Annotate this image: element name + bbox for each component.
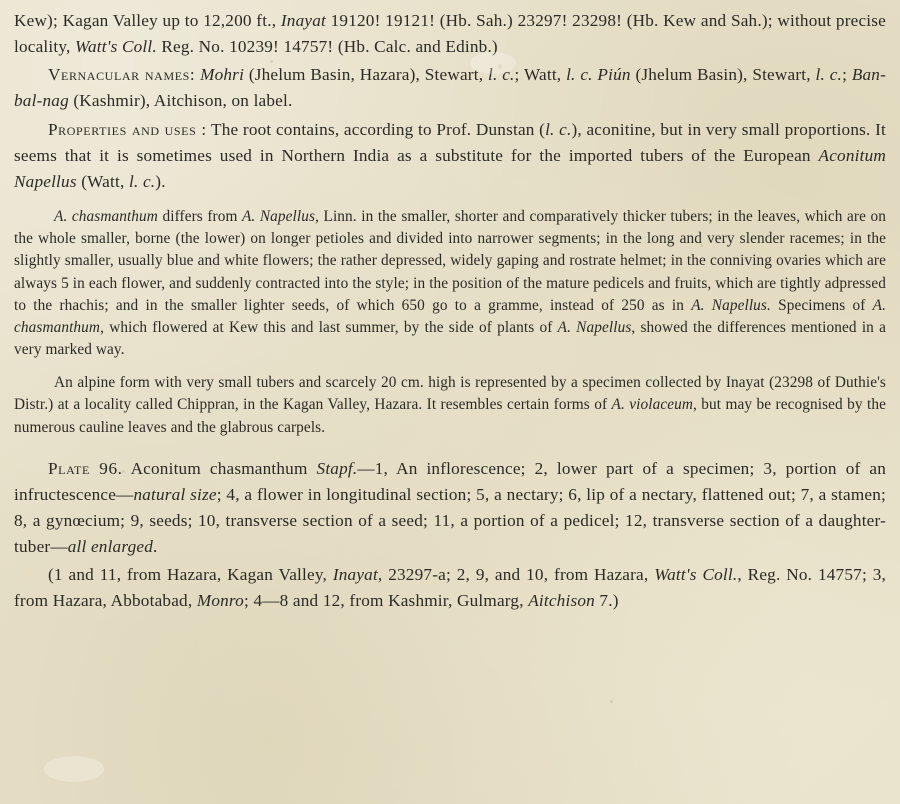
text-run: (1 and 11, from Hazara, Kagan Valley, [48,565,333,585]
text-run: The root contains, according to Prof. Dunstan ( [206,119,546,139]
text-italic-run: Inayat [280,11,326,30]
text-italic-run: A. Napellus. [691,296,771,314]
text-run: , Linn. in the smaller, shorter and comparatively thicker tubers; in the leaves, which are on the whole smaller, borne (the lower) on longer petioles and divided into narrower segments; in the long and very slender racemes; in the slightly smaller, usually blue and white flowers; the rather depressed, widely gaping and rostrate helmet; in the conniving ovaries which are always 5 in each flower, and suddenly contracted into the style; in the position of the mature pedicels and fruits, which are tightly adpressed to the rhachis; and in the smaller lighter seeds, of which 650 go to a gramme, instead of 250 as in [14,207,887,314]
text-italic-run: Aconitum Napellus [14,145,886,191]
text-italic-run: Stapf. [316,458,358,478]
text-italic-run: l. c. [128,171,156,191]
text-run: , 23297-a; 2, 9, and 10, from Hazara, [377,565,655,585]
text-italic-run: Inayat [332,565,378,585]
text-italic-run: A. Napellus [241,207,316,225]
text-run: Specimens of [770,296,873,314]
text-run: Reg. No. 10239! [156,37,279,57]
paragraph-vernacular-names [14,62,886,114]
text-italic-run: A. chasmanthum [54,207,158,225]
text-italic-run: A. Napellus [557,318,632,336]
text-italic-run: Aitchison [528,591,595,611]
text-run: differs from [157,207,242,225]
text-italic-run: l. c. Piún [566,65,631,85]
text-italic-run: natural size [133,484,217,504]
text-italic-run: A. chasmanthum [14,296,886,336]
text-run: , which flowered at Kew this and last summer, by the side of plants of [100,318,558,336]
text-run: ). [155,171,166,191]
text-run: Kew); Kagan Valley up to 12,200 ft., [14,11,281,30]
text-run: ; [842,65,852,85]
paragraph-specimen-credits [14,562,886,614]
text-italic-run: Watt's Coll. [75,37,157,57]
vernacular-names-heading: Vernacular names: [48,65,196,85]
text-run: 14757! (Hb. Calc. and Edinb.) [283,37,498,57]
text-run: An alpine form with very small tubers and scarcely 20 cm. high is represented by a specimen collected by Inayat (23298 of Duthie's Distr.) at a locality called Chippran, in the Kagan Valley, Hazara. It resembles certain forms of [14,374,886,414]
text-italic-run: l. c. [487,65,515,85]
text-run: (Watt, [76,171,129,191]
text-italic-run: Watt's Coll. [654,565,738,585]
text-run: ; 4, a flower in longitudinal section; 5, a nectary; 6, lip of a nectary, flattened out; 7, a stamen; 8, a gynœcium; 9, seeds; 10, transverse section of a seed; 11, a portion of a pedicel; 12, transverse section of a daughter-tuber— [14,484,887,557]
text-run: ; 4—8 and 12, from Kashmir, Gulmarg, [243,591,529,611]
text-run: ; Watt, [514,65,567,85]
properties-and-uses-heading: Properties and uses : [48,119,207,139]
paragraph-differences-note [14,206,886,361]
text-run: 7.) [594,591,619,611]
text-run: 23298! (Hb. Kew and Sah.); without precise locality, [14,11,887,57]
paragraph-alpine-form-note [14,372,886,439]
text-run: (Jhelum Basin, Hazara), Stewart, [244,65,488,85]
paragraph-plate-description [14,456,886,561]
paper-smudge [44,756,104,782]
plate-heading: Plate 96. [48,458,123,478]
text-run: (Jhelum Basin), Stewart, [630,65,816,85]
paragraph-locality-continued [14,8,886,60]
text-run: , but may be recognised by the numerous cauline leaves and the glabrous carpels. [14,396,886,436]
text-run: ), aconitine, but in very small proportions. It seems that it is sometimes used in Northern India as a substitute for the imported tubers of the European [14,119,886,165]
paper-speck [610,700,613,703]
text-run: (Kashmir), Aitchison, on label. [68,91,293,111]
text-run: Aconitum chasmanthum [122,458,317,478]
text-run: , Reg. No. 14757; 3, from Hazara, Abbotabad, [14,565,887,611]
text-run: . [153,537,158,557]
paragraph-properties-and-uses [14,117,886,195]
text-italic-run: Mohri [200,65,245,85]
text-run: , showed the differences mentioned in a very marked way. [14,318,887,359]
text-italic-run: l. c. [545,119,572,139]
text-italic-run: A. violaceum [611,396,693,414]
text-italic-run: all enlarged [67,537,154,557]
text-italic-run: l. c. [815,65,843,85]
text-italic-run: Monro [196,591,244,611]
text-italic-run: Ban-bal-nag [14,65,887,111]
text-run: 19120! 19121! (Hb. Sah.) 23297! [325,11,568,30]
text-run: —1, An inflorescence; 2, lower part of a specimen; 3, portion of an infructescence— [14,458,887,504]
